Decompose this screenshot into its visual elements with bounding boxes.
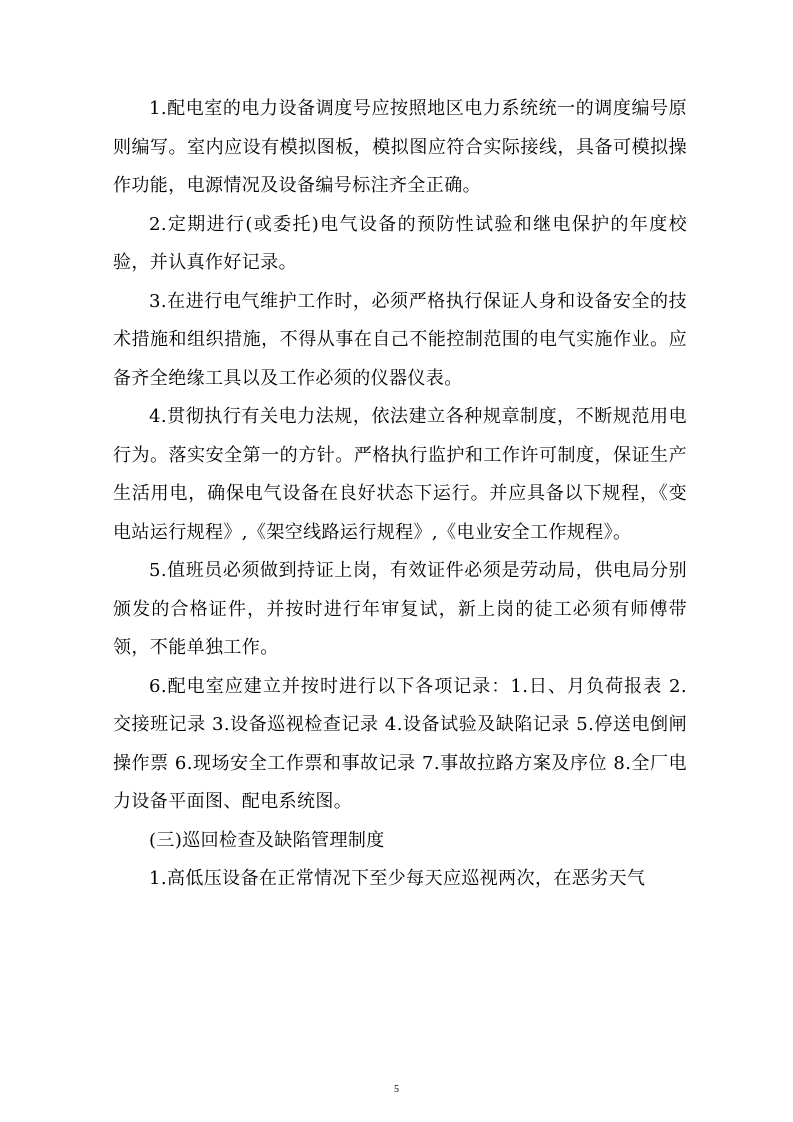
paragraph-4: 4.贯彻执行有关电力法规，依法建立各种规章制度，不断规范用电行为。落实安全第一的方针。严格执行监护和工作许可制度，保证生产生活用电，确保电气设备在良好状态下运行。并应具备以下规程，《变电站运行规程》,《架空线路运行规程》,《电业安全工作规程》。 [113, 406, 687, 543]
page-number: 5 [394, 1084, 399, 1095]
paragraph-7: 1.高低压设备在正常情况下至少每天应巡视两次，在恶劣天气 [149, 868, 646, 889]
document-body [113, 90, 687, 899]
paragraph-3: 3.在进行电气维护工作时，必须严格执行保证人身和设备安全的技术措施和组织措施，不得从事在自己不能控制范围的电气实施作业。应备齐全绝缘工具以及工作必须的仪器仪表。 [113, 290, 687, 389]
paragraph-1: 1.配电室的电力设备调度号应按照地区电力系统统一的调度编号原则编写。室内应设有模拟图板，模拟图应符合实际接线，具备可模拟操作功能，电源情况及设备编号标注齐全正确。 [113, 98, 687, 196]
section-heading: (三)巡回检查及缺陷管理制度 [149, 829, 385, 851]
paragraph-5: 5.值班员必须做到持证上岗，有效证件必须是劳动局，供电局分别颁发的合格证件，并按时进行年审复试，新上岗的徒工必须有师傅带领，不能单独工作。 [113, 560, 687, 658]
paragraph-6: 6.配电室应建立并按时进行以下各项记录：1.日、月负荷报表 2.交接班记录 3.设备巡视检查记录 4.设备试验及缺陷记录 5.停送电倒闸操作票 6.现场安全工作票和事故记录 7.事故拉路方案及序位 8.全厂电力设备平面图、配电系统图。 [113, 675, 687, 812]
paragraph-2: 2.定期进行(或委托)电气设备的预防性试验和继电保护的年度校验，并认真作好记录。 [113, 213, 687, 273]
